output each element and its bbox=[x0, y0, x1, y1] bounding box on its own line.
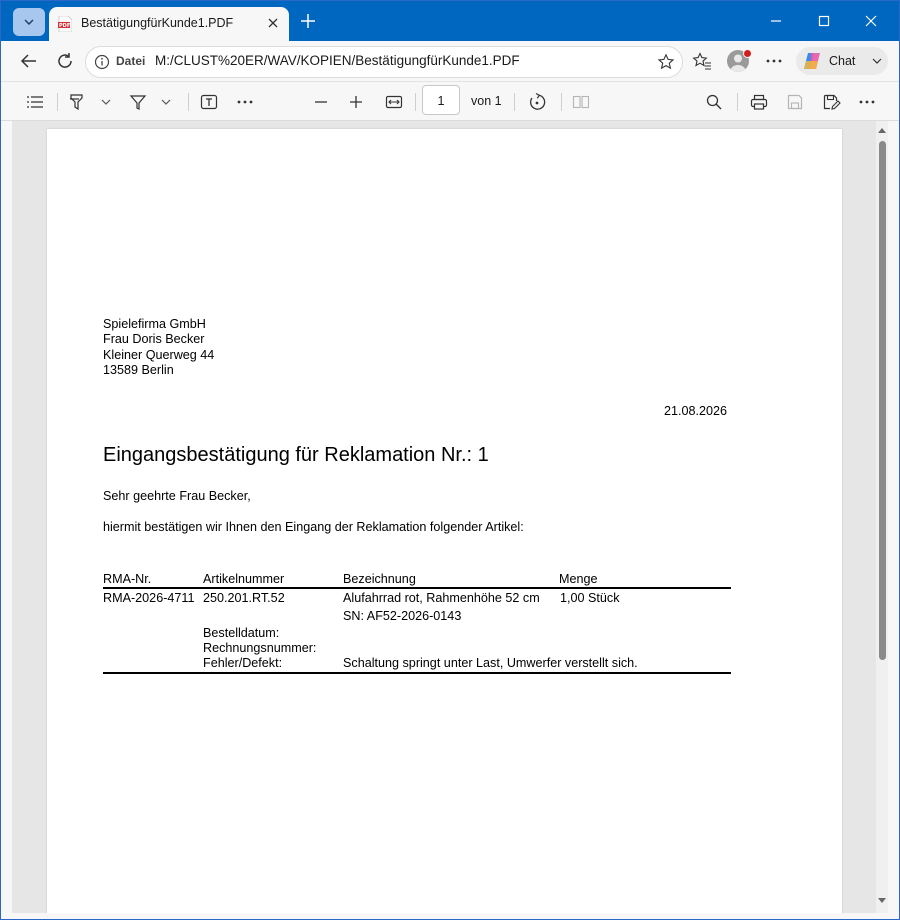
table-bottom-rule bbox=[103, 672, 731, 674]
zoom-in-icon[interactable] bbox=[346, 92, 366, 112]
print-icon[interactable] bbox=[749, 92, 769, 112]
page-number-input[interactable]: 1 bbox=[422, 85, 460, 115]
info-icon[interactable] bbox=[94, 54, 110, 70]
address-bar bbox=[1, 41, 899, 81]
copilot-logo-icon bbox=[802, 52, 822, 70]
draw-icon[interactable] bbox=[128, 92, 148, 112]
back-arrow-icon[interactable] bbox=[19, 51, 39, 71]
close-window-icon[interactable] bbox=[863, 13, 879, 29]
svg-text:PDF: PDF bbox=[59, 23, 71, 29]
cell-quantity: 1,00 Stück bbox=[560, 591, 620, 605]
recipient-city: 13589 Berlin bbox=[103, 363, 174, 377]
page-view-icon bbox=[571, 92, 591, 112]
refresh-icon[interactable] bbox=[55, 51, 75, 71]
chevron-down-icon[interactable] bbox=[872, 56, 882, 66]
url-scheme-label: Datei bbox=[116, 54, 146, 68]
toolbar-separator bbox=[561, 93, 562, 111]
column-header-rma: RMA-Nr. bbox=[103, 572, 152, 586]
recipient-company: Spielefirma GmbH bbox=[103, 317, 206, 331]
favorite-star-icon[interactable] bbox=[657, 53, 675, 71]
settings-more-icon[interactable] bbox=[857, 92, 877, 112]
letter-heading: Eingangsbestätigung für Reklamation Nr.: 1 bbox=[103, 444, 489, 466]
new-tab-icon[interactable] bbox=[298, 11, 318, 31]
salutation: Sehr geehrte Frau Becker, bbox=[103, 489, 251, 503]
tab-bar bbox=[1, 1, 899, 41]
pdf-toolbar bbox=[1, 81, 899, 121]
more-options-icon[interactable] bbox=[764, 51, 784, 71]
url-field[interactable] bbox=[85, 46, 683, 78]
table-header-rule bbox=[103, 587, 731, 589]
tab-active[interactable] bbox=[49, 7, 289, 41]
minimize-icon[interactable] bbox=[768, 13, 784, 29]
fit-to-width-icon[interactable] bbox=[384, 92, 404, 112]
save-as-icon[interactable] bbox=[821, 92, 841, 112]
highlight-icon[interactable] bbox=[67, 92, 87, 112]
scroll-down-icon[interactable] bbox=[878, 896, 886, 904]
zoom-out-icon[interactable] bbox=[311, 92, 331, 112]
column-header-description: Bezeichnung bbox=[343, 572, 416, 586]
defect-label: Fehler/Defekt: bbox=[203, 656, 283, 670]
intro-text: hiermit bestätigen wir Ihnen den Eingang der Reklamation folgender Artikel: bbox=[103, 520, 524, 534]
url-text[interactable]: M:/CLUST%20ER/WAV/KOPIEN/BestätigungfürKunde1.PDF bbox=[155, 53, 520, 68]
scroll-up-icon[interactable] bbox=[878, 127, 886, 135]
toolbar-separator bbox=[57, 93, 58, 111]
cell-serial: SN: AF52-2026-0143 bbox=[343, 609, 462, 623]
invoice-label: Rechnungsnummer: bbox=[203, 641, 317, 655]
recipient-person: Frau Doris Becker bbox=[103, 332, 205, 346]
chevron-down-icon[interactable] bbox=[96, 92, 116, 112]
cell-description: Alufahrrad rot, Rahmenhöhe 52 cm bbox=[343, 591, 540, 605]
letter-date: 21.08.2026 bbox=[664, 404, 728, 418]
more-tools-icon[interactable] bbox=[235, 92, 255, 112]
chat-label: Chat bbox=[829, 54, 856, 68]
tab-actions-button[interactable] bbox=[13, 8, 45, 36]
maximize-icon[interactable] bbox=[816, 13, 832, 29]
save-icon bbox=[785, 92, 805, 112]
cell-rma: RMA-2026-4711 bbox=[103, 591, 195, 605]
order-date-label: Bestelldatum: bbox=[203, 626, 280, 640]
toolbar-separator bbox=[188, 93, 189, 111]
table-of-contents-icon[interactable] bbox=[25, 92, 45, 112]
copilot-chat-button[interactable] bbox=[796, 47, 888, 75]
defect-text: Schaltung springt unter Last, Umwerfer verstellt sich. bbox=[343, 656, 638, 670]
add-text-icon[interactable] bbox=[199, 92, 219, 112]
search-icon[interactable] bbox=[704, 92, 724, 112]
column-header-quantity: Menge bbox=[559, 572, 598, 586]
pdf-page[interactable] bbox=[47, 129, 842, 913]
viewer-frame bbox=[1, 121, 12, 920]
viewer-frame bbox=[888, 121, 899, 920]
column-header-article: Artikelnummer bbox=[203, 572, 285, 586]
pdf-viewer[interactable] bbox=[12, 121, 888, 913]
close-tab-icon[interactable] bbox=[265, 15, 281, 31]
viewer-frame bbox=[1, 913, 899, 920]
notification-dot bbox=[743, 49, 752, 58]
tab-title: BestätigungfürKunde1.PDF bbox=[81, 16, 234, 30]
recipient-street: Kleiner Querweg 44 bbox=[103, 348, 215, 362]
favorites-icon[interactable] bbox=[692, 51, 712, 71]
toolbar-separator bbox=[737, 93, 738, 111]
page-count-label: von 1 bbox=[471, 94, 502, 108]
rotate-icon[interactable] bbox=[527, 92, 547, 112]
toolbar-separator bbox=[415, 93, 416, 111]
cell-article: 250.201.RT.52 bbox=[203, 591, 285, 605]
chevron-down-icon[interactable] bbox=[156, 92, 176, 112]
chevron-down-icon bbox=[22, 15, 36, 29]
toolbar-separator bbox=[514, 93, 515, 111]
scrollbar-thumb[interactable] bbox=[879, 141, 886, 660]
pdf-file-icon bbox=[58, 16, 72, 32]
vertical-scrollbar[interactable] bbox=[876, 121, 888, 913]
